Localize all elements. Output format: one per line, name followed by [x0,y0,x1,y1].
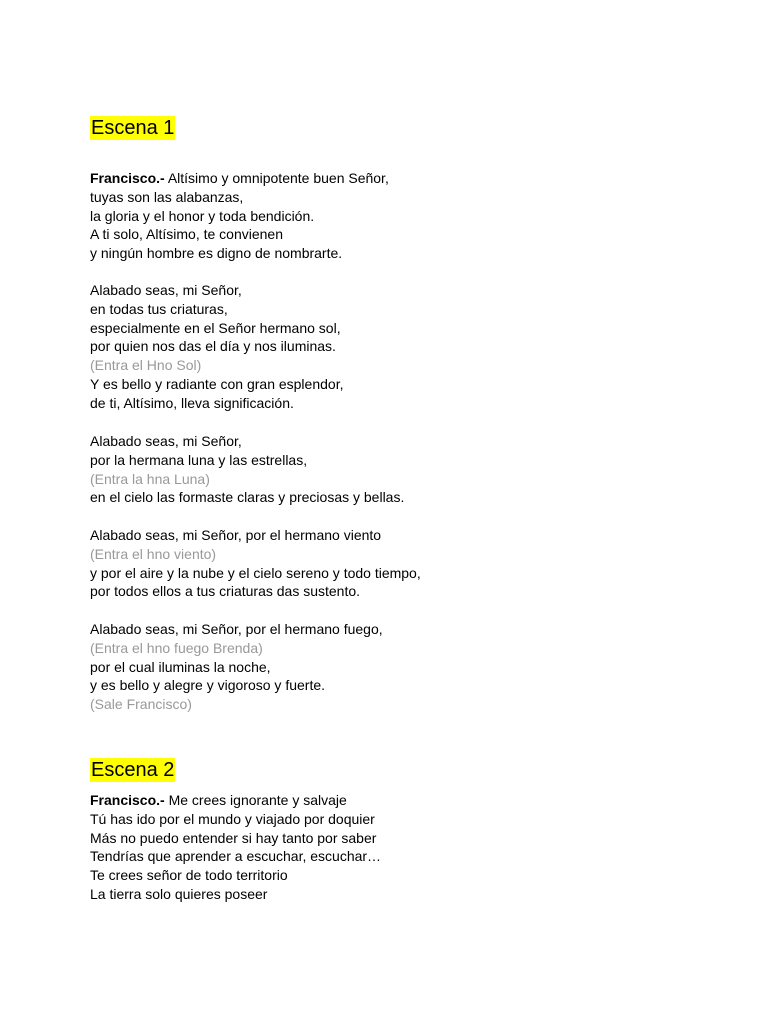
verse-line: de ti, Altísimo, lleva significación. [90,394,294,411]
verse-line: por quien nos das el día y nos iluminas. [90,338,336,355]
stage-direction: (Sale Francisco) [90,696,192,713]
verse-line: Alabado seas, mi Señor, [90,282,242,298]
verse-line: y es bello y alegre y vigoroso y fuerte. [90,677,326,694]
verse-line: por el cual iluminas la noche, [90,658,271,675]
verse-line: por todos ellos a tus criaturas das sustento. [90,583,361,600]
scene-1-stanza-2 [90,281,343,413]
dialogue-line [90,169,389,188]
verse-line: La tierra solo quieres poseer [90,885,268,902]
verse-line: Alabado seas, mi Señor, por el hermano viento [90,527,382,543]
verse-line: Más no puedo entender si hay tanto por saber [90,829,377,846]
verse-line: Te crees señor de todo territorio [90,867,288,884]
scene-2-stanza-1 [90,791,381,904]
verse-line: Tú has ido por el mundo y viajado por doquier [90,810,375,827]
dialogue-line [90,791,381,810]
verse-line: por la hermana luna y las estrellas, [90,451,308,468]
verse-line: Tendrías que aprender a escuchar, escuchar… [90,848,382,865]
verse-line: en el cielo las formaste claras y preciosas y bellas. [90,489,405,506]
verse-line: Alabado seas, mi Señor, por el hermano fuego, [90,621,383,637]
verse-line: especialmente en el Señor hermano sol, [90,319,341,336]
scene-2-heading: Escena 2 [91,759,175,781]
dialogue-text: Me crees ignorante y salvaje [164,792,347,808]
stage-direction: (Entra el hno fuego Brenda) [90,639,263,656]
verse-line: Y es bello y radiante con gran esplendor, [90,375,344,392]
speaker-name: Francisco.- [90,792,165,808]
verse-line: Alabado seas, mi Señor, [90,433,242,449]
stage-direction: (Entra el Hno Sol) [90,357,202,374]
verse-line: en todas tus criaturas, [90,300,228,317]
verse-line: tuyas son las alabanzas, [90,188,244,205]
scene-1-stanza-1 [90,169,389,263]
speaker-name: Francisco.- [90,170,165,186]
scene-1-stanza-5 [90,620,383,714]
scene-1-stanza-4 [90,526,421,601]
verse-line: A ti solo, Altísimo, te convienen [90,226,283,243]
verse-line: y ningún hombre es digno de nombrarte. [90,245,343,262]
verse-line: y por el aire y la nube y el cielo sereno y todo tiempo, [90,564,421,581]
scene-1-heading: Escena 1 [91,117,175,139]
scene-1-stanza-3 [90,432,404,507]
stage-direction: (Entra la hna Luna) [90,470,210,487]
verse-line: la gloria y el honor y toda bendición. [90,207,315,224]
stage-direction: (Entra el hno viento) [90,545,217,562]
dialogue-text: Altísimo y omnipotente buen Señor, [164,170,389,186]
